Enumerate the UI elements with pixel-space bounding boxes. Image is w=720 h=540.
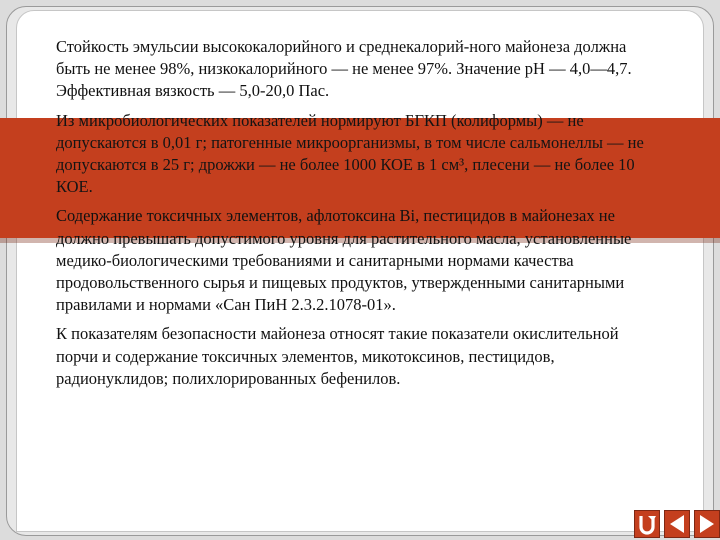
slide-navigation bbox=[634, 510, 720, 540]
u-turn-icon bbox=[637, 513, 657, 535]
paragraph-microbiology: Из микробиологических показателей нормируют БГКП (колиформы) — не допускаются в 0,01 г; патогенные микроорганизмы, в том числе сальмонеллы — не допускаются в 25 г; дрожжи — не более 1000 КОЕ в 1 см³, плесени — не более 10 КОЕ. bbox=[56, 110, 644, 197]
triangle-right-icon bbox=[697, 513, 717, 535]
paragraph-safety-indicators: К показателям безопасности майонеза относят такие показатели окислительной порчи и содержание токсичных элементов, микотоксинов, пестицидов, радионуклидов; полихлорированных бефенилов. bbox=[56, 324, 619, 388]
paragraph-toxic-elements: Содержание токсичных элементов, афлотоксина Bi, пестицидов в майонезах не должно превышать допустимого уровня для растительного масла, установленные медико-биологическими требованиями и санитарными нормами качества продовольственного сырья и пищевых продуктов, утвержденными санитарными правилами и нормами «Сан ПиН 2.3.2.1078-01». bbox=[56, 206, 632, 315]
triangle-left-icon bbox=[667, 513, 687, 535]
return-button[interactable] bbox=[634, 510, 660, 538]
paragraph-emulsion-stability: Стойкость эмульсии высококалорийного и среднекалорий-ного майонеза должна быть не менее 98%, низкокалорийного — не менее 97%. Значение рН — 4,0—4,7. Эффективная вязкость — 5,0-20,0 Пас. bbox=[56, 37, 632, 101]
next-slide-button[interactable] bbox=[694, 510, 720, 538]
previous-slide-button[interactable] bbox=[664, 510, 690, 538]
slide-body bbox=[56, 36, 662, 397]
